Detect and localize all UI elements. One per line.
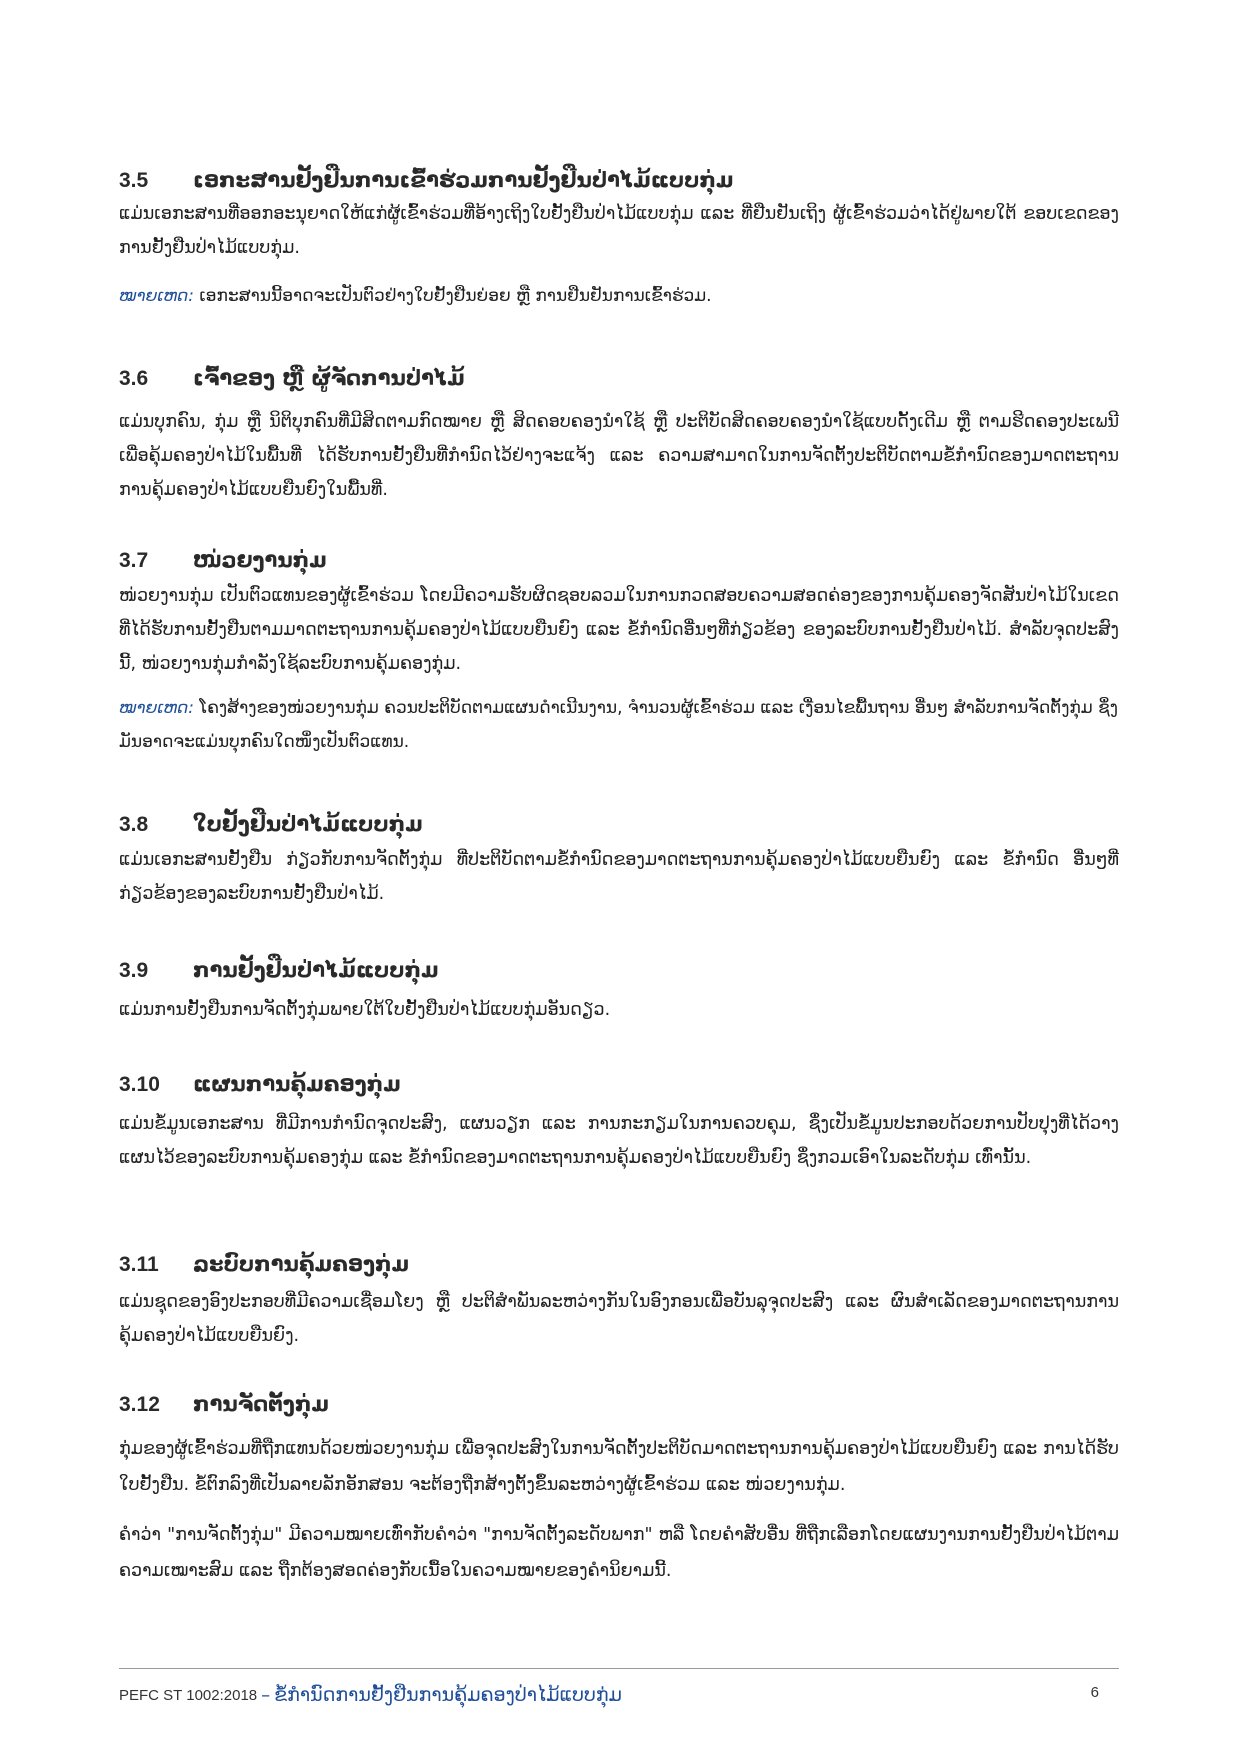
section-title: ລະບົບການຄຸ້ມຄອງກຸ່ມ (193, 1252, 410, 1276)
section-body: ກຸ່ມຂອງຜູ້ເຂົ້າຮ່ວມທີ່ຖືກແທນດ້ວຍໜ່ວຍງານກຸ່ມ ເພື່ອຈຸດປະສົງໃນການຈັດຕັ້ງປະຕິບັດມາດຕະຖານການຄຸ້ມຄອງປ່າໄມ້ແບບຍືນຍົງ ແລະ ການໄດ້ຮັບໃບຢັ້ງຢືນ. ຂໍ້ຕົກລົງທີ່ເປັນລາຍລັກອັກສອນ ຈະຕ້ອງຖືກສ້າງຕັ້ງຂຶ້ນລະຫວ່າງຜູ້ເຂົ້າຮ່ວມ ແລະ ໜ່ວຍງານກຸ່ມ. (119, 1439, 1119, 1495)
section-title: ເຈົ້າຂອງ ຫຼື ຜູ້ຈັດການປ່າໄມ້ (193, 366, 465, 390)
section-note (119, 279, 1119, 313)
section-title: ການຈັດຕັ້ງກຸ່ມ (193, 1392, 330, 1416)
footer-title: ຂໍ້ກຳນົດການຢັ້ງຢືນການຄຸ້ມຄອງປ່າໄມ້ແບບກຸ່ມ (274, 1684, 622, 1706)
section-title: ໜ່ວຍງານກຸ່ມ (193, 548, 327, 572)
footer-dash: – (261, 1684, 271, 1706)
section-title: ໃບຢັ້ງຢືນປ່າໄມ້ແບບກຸ່ມ (193, 812, 423, 836)
section-3-8 (119, 812, 1119, 911)
section-body: ແມ່ນການຢັ້ງຢືນການຈັດຕັ້ງກຸ່ມພາຍໃຕ້ໃບຢັ້ງຢືນປ່າໄມ້ແບບກຸ່ມອັນດຽວ. (119, 1000, 611, 1020)
section-heading (119, 366, 1119, 391)
section-3-11 (119, 1252, 1119, 1353)
section-number: 3.11 (119, 1253, 159, 1276)
section-number: 3.5 (119, 169, 149, 192)
section-body: ແມ່ນຂໍ້ມູນເອກະສານ ທີ່ມີການກຳນົດຈຸດປະສົງ, ແຜນວຽກ ແລະ ການກະກຽມໃນການຄວບຄຸມ, ຊຶ່ງເປັນຂໍ້ມູນປະກອບດ້ວຍການປັບປຸງທີ່ໄດ້ວາງແຜນໄວ້ຂອງລະບົບການຄຸ້ມຄອງກຸ່ມ ແລະ ຂໍ້ກຳນົດຂອງມາດຕະຖານການຄຸ້ມຄອງປ່າໄມ້ແບບຍືນຍົງ ຊຶ່ງກວມເອົາໃນລະດັບກຸ່ມ ເທົ່ານັ້ນ. (119, 1114, 1119, 1168)
section-number: 3.6 (119, 367, 149, 390)
section-3-7 (119, 548, 1119, 759)
section-3-9 (119, 958, 1119, 1027)
section-body: ແມ່ນເອກະສານຢັ້ງຢືນ ກ່ຽວກັບການຈັດຕັ້ງກຸ່ມ ທີ່ປະຕິບັດຕາມຂໍ້ກຳນົດຂອງມາດຕະຖານການຄຸ້ມຄອງປ່າໄມ້ແບບຍືນຍົງ ແລະ ຂໍ້ກຳນົດ ອື່ນໆທີ່ກ່ຽວຂ້ອງຂອງລະບົບການຢັ້ງຢືນປ່າໄມ້. (119, 850, 1119, 904)
section-body: ແມ່ນບຸກຄົນ, ກຸ່ມ ຫຼື ນິຕິບຸກຄົນທີ່ມີສິດຕາມກົດໝາຍ ຫຼື ສິດຄອບຄອງນຳໃຊ້ ຫຼື ປະຕິບັດສິດຄອບຄອງນຳໃຊ້ແບບດັ້ງເດີມ ຫຼື ຕາມຮີດຄອງປະເພນີ ເພື່ອຄຸ້ມຄອງປ່າໄມ້ໃນພື້ນທີ່ ໄດ້ຮັບການຢັ້ງຢືນທີ່ກຳນົດໄວ້ຢ່າງຈະແຈ້ງ ແລະ ຄວາມສາມາດໃນການຈັດຕັ້ງປະຕິບັດຕາມຂໍ້ກຳນົດຂອງມາດຕະຖານການຄຸ້ມຄອງປ່າໄມ້ແບບຍືນຍົງໃນພື້ນທີ່. (119, 412, 1119, 500)
section-note (119, 691, 1119, 759)
section-body: ໜ່ວຍງານກຸ່ມ ເປັນຕົວແທນຂອງຜູ້ເຂົ້າຮ່ວມ ໂດຍມີຄວາມຮັບຜິດຊອບລວມໃນການກວດສອບຄວາມສອດຄ່ອງຂອງການຄຸ້ມຄອງຈັດສັນປ່າໄມ້ໃນເຂດທີ່ໄດ້ຮັບການຢັ້ງຢືນຕາມມາດຕະຖານການຄຸ້ມຄອງປ່າໄມ້ແບບຍືນຍົງ ແລະ ຂໍ້ກຳນົດອື່ນໆທີ່ກ່ຽວຂ້ອງ ຂອງລະບົບການຢັ້ງຢືນປ່າໄມ້. ສຳລັບຈຸດປະສົງນີ້, ໜ່ວຍງານກຸ່ມກຳລັງໃຊ້ລະບົບການຄຸ້ມຄອງກຸ່ມ. (119, 586, 1119, 674)
section-heading (119, 548, 1119, 573)
section-3-5 (119, 168, 1119, 313)
section-3-12 (119, 1392, 1119, 1589)
section-3-10 (119, 1072, 1119, 1175)
note-text: ໂຄງສ້າງຂອງໜ່ວຍງານກຸ່ມ ຄວນປະຕິບັດຕາມແຜນດຳເນີນງານ, ຈຳນວນຜູ້ເຂົ້າຮ່ວມ ແລະ ເງື່ອນໄຂພື້ນຖານ ອື່ນໆ ສຳລັບການຈັດຕັ້ງກຸ່ມ ຊຶ່ງມັນອາດຈະແມ່ນບຸກຄົນໃດໜຶ່ງເປັນຕົວແທນ. (119, 698, 1118, 752)
section-heading (119, 1392, 1119, 1417)
section-number: 3.9 (119, 959, 149, 982)
section-heading (119, 1252, 1119, 1277)
page-number: 6 (1090, 1684, 1099, 1701)
page-footer (119, 1684, 1119, 1706)
section-number: 3.10 (119, 1073, 160, 1096)
section-body: ແມ່ນຊຸດຂອງອົງປະກອບທີ່ມີຄວາມເຊື່ອມໂຍງ ຫຼື ປະຕິສຳພັນລະຫວ່າງກັນໃນອົງກອນເພື່ອບັນລຸຈຸດປະສົງ ແລະ ຜົນສຳເລັດຂອງມາດຕະຖານການຄຸ້ມຄອງປ່າໄມ້ແບບຍືນຍົງ. (119, 1292, 1119, 1346)
section-number: 3.8 (119, 813, 149, 836)
section-number: 3.7 (119, 549, 149, 572)
section-title: ການຢັ້ງຢືນປ່າໄມ້ແບບກຸ່ມ (193, 958, 439, 982)
section-3-6 (119, 366, 1119, 507)
footer-standard-code: PEFC ST 1002:2018 (119, 1686, 258, 1704)
footer-divider (119, 1668, 1119, 1669)
section-heading (119, 812, 1119, 837)
section-body-2: ຄຳວ່າ "ການຈັດຕັ້ງກຸ່ມ" ມີຄວາມໝາຍເທົ່າກັບຄຳວ່າ "ການຈັດຕັ້ງລະດັບພາກ" ຫລື ໂດຍຄຳສັບອື່ນ ທີ່ຖືກເລືອກໂດຍແຜນງານການຢັ້ງຢືນປ່າໄມ້ຕາມຄວາມເໝາະສົມ ແລະ ຖືກຕ້ອງສອດຄ່ອງກັບເນື້ອໃນຄວາມໝາຍຂອງຄຳນິຍາມນີ້. (119, 1525, 1119, 1581)
note-text: ເອກະສານນີ້ອາດຈະເປັນຕົວຢ່າງໃບຢັ້ງຢືນຍ່ອຍ ຫຼື ການຢືນຢັນການເຂົ້າຮ່ວມ. (199, 286, 712, 306)
section-heading (119, 1072, 1119, 1097)
note-label: ໝາຍເຫດ: (119, 286, 195, 306)
section-number: 3.12 (119, 1393, 160, 1416)
section-title: ແຜນການຄຸ້ມຄອງກຸ່ມ (193, 1072, 401, 1096)
note-label: ໝາຍເຫດ: (119, 698, 195, 718)
section-heading (119, 168, 1119, 193)
section-body: ແມ່ນເອກະສານທີ່ອອກອະນຸຍາດໃຫ້ແກ່ຜູ້ເຂົ້າຮ່ວມທີ່ອ້າງເຖິງໃບຢັ້ງຢືນປ່າໄມ້ແບບກຸ່ມ ແລະ ທີ່ຢືນຢັນເຖິງ ຜູ້ເຂົ້າຮ່ວມວ່າໄດ້ຢູ່ພາຍໃຕ້ ຂອບເຂດຂອງການຢັ້ງຢືນປ່າໄມ້ແບບກຸ່ມ. (119, 204, 1119, 258)
section-title: ເອກະສານຢັ້ງຢືນການເຂົ້າຮ່ວມການຢັ້ງຢືນປ່າໄມ້ແບບກຸ່ມ (193, 168, 734, 192)
section-heading (119, 958, 1119, 983)
